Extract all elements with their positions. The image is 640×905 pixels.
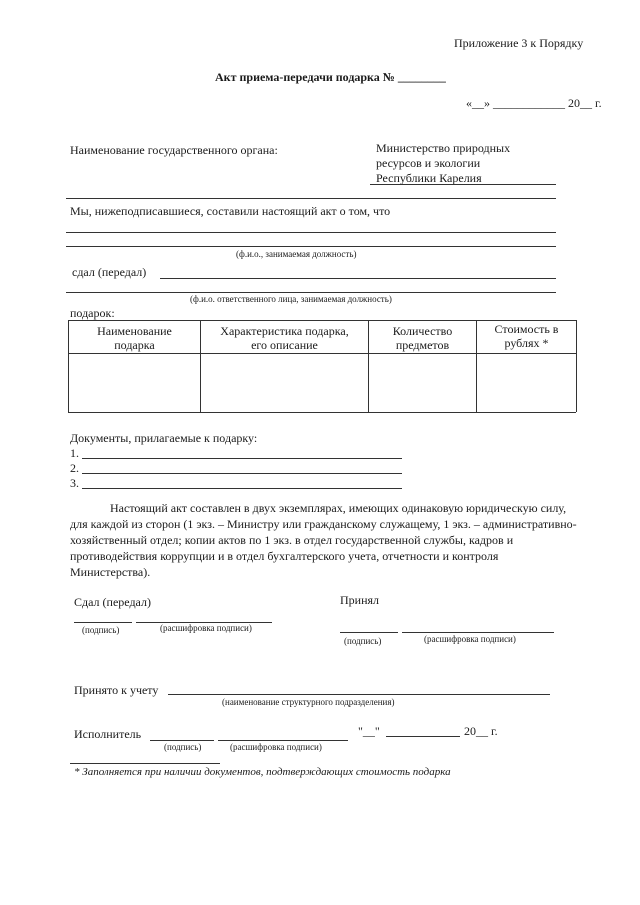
org-label: Наименование государственного органа: [70,143,278,157]
executor-date-day: "__" [358,724,380,738]
document-item-3-line [82,488,402,489]
handed-label: сдал (передал) [72,265,147,279]
accounting-caption: (наименование структурного подразделения) [222,697,395,707]
gave-signature-line [74,622,132,623]
executor-label: Исполнитель [74,727,142,741]
footnote-separator [70,763,220,764]
document-item-1-line [82,458,402,459]
gave-signature-caption: (подпись) [82,625,120,635]
org-value-line3: Республики Карелия [376,171,482,185]
executor-signature-line [150,740,214,741]
accounting-label: Принято к учету [74,683,159,697]
executor-date-line [386,736,460,737]
document-item-2-number: 2. [70,461,79,475]
document-item-1-number: 1. [70,446,79,460]
date-line: «__» ____________ 20__ г. [466,96,602,110]
received-signature-line [340,632,398,633]
executor-decoding-line [218,740,348,741]
document-item-3-number: 3. [70,476,79,490]
executor-signature-caption: (подпись) [164,742,202,752]
gave-label: Сдал (передал) [74,595,151,609]
statement-paragraph: Настоящий акт составлен в двух экземплярах, имеющих одинаковую юридическую силу, для каждой из сторон (1 экз. – Министру или гражданскому служащему, 1 экз. – административно- хозяйственный отдел; копии актов по 1 экз. в отдел государственной службы, кадров и противодействия коррупции и в отдел бухгалтерского учета, отчетности и контроля Министерства). [70,501,577,579]
executor-date-year: 20__ г. [464,724,498,738]
org-value-line2: ресурсов и экологии [376,156,481,170]
documents-label: Документы, прилагаемые к подарку: [70,431,258,445]
table-header-name: Наименование подарка [97,324,172,352]
table-header-quantity: Количество предметов [392,324,453,352]
intro-line-1 [66,232,556,233]
gave-decoding-caption: (расшифровка подписи) [160,623,252,633]
caption-fio: (ф.и.о., занимаемая должность) [236,249,357,259]
received-signature-caption: (подпись) [344,636,382,646]
org-blank-line [66,198,556,199]
table-header-description: Характеристика подарка, его описание [220,324,349,352]
document-item-2-line [82,473,402,474]
intro-text: Мы, нижеподписавшиеся, составили настоящий акт о том, что [70,204,391,218]
received-decoding-caption: (расшифровка подписи) [424,634,516,644]
footnote-text: * Заполняется при наличии документов, подтверждающих стоимость подарка [74,766,451,778]
received-label: Принял [340,593,380,607]
appendix-note: Приложение 3 к Порядку [454,36,584,50]
table-header-cost: Стоимость в рублях * [494,322,559,350]
intro-line-2 [66,246,556,247]
gift-label: подарок: [70,306,115,320]
document-title: Акт приема-передачи подарка № ________ [215,70,446,84]
org-underline [370,184,556,185]
executor-decoding-caption: (расшифровка подписи) [230,742,322,752]
org-value-line1: Министерство природных [376,141,511,155]
handed-line [160,278,556,279]
accounting-line [168,694,550,695]
handed-line-2 [66,292,556,293]
received-decoding-line [402,632,554,633]
caption-responsible: (ф.и.о. ответственного лица, занимаемая должность) [190,294,392,304]
